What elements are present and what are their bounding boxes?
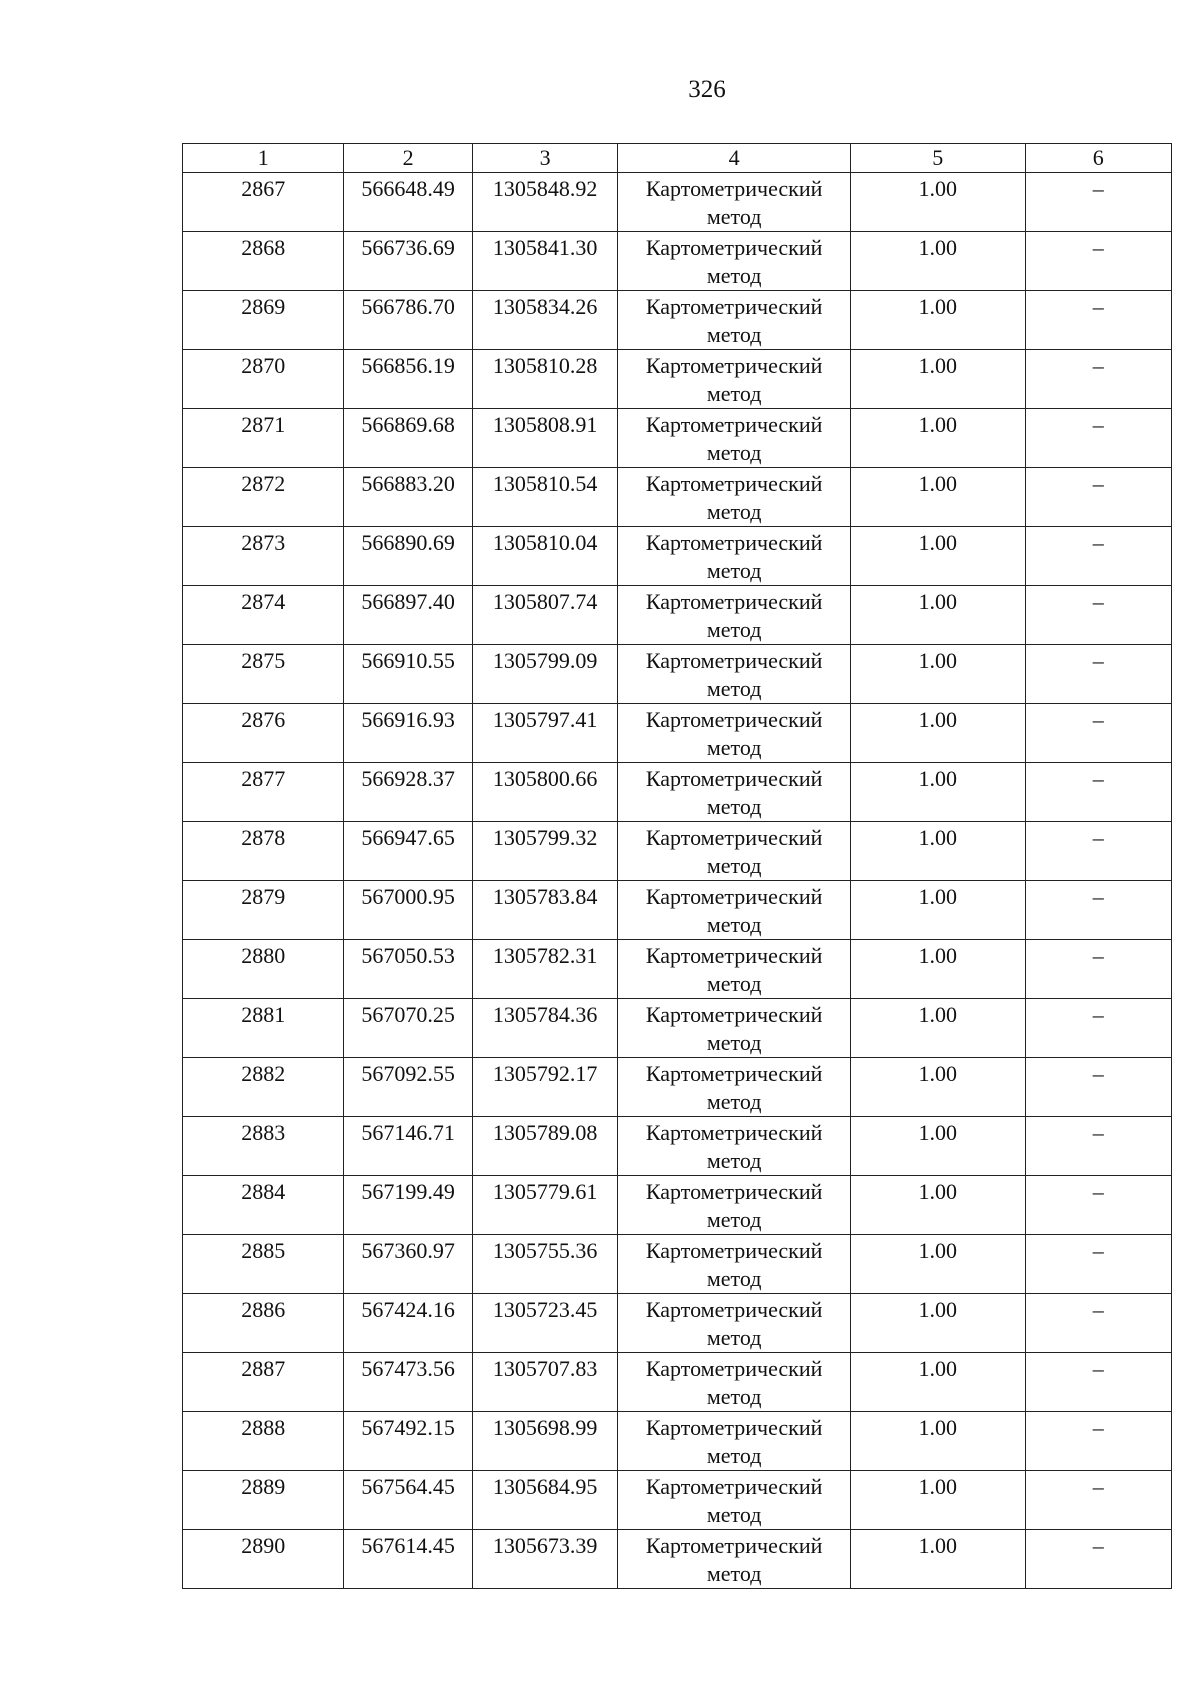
x-coordinate-cell: 566883.20 bbox=[344, 468, 472, 527]
header-col-5: 5 bbox=[851, 144, 1026, 173]
method-cell: Картометрический метод bbox=[618, 763, 851, 822]
y-coordinate-cell: 1305810.04 bbox=[472, 527, 617, 586]
table-row bbox=[183, 1176, 1172, 1235]
point-number-cell: 2884 bbox=[183, 1176, 344, 1235]
table-row bbox=[183, 822, 1172, 881]
point-number-cell: 2883 bbox=[183, 1117, 344, 1176]
x-coordinate-cell: 567614.45 bbox=[344, 1530, 472, 1589]
point-number-cell: 2872 bbox=[183, 468, 344, 527]
method-cell: Картометрический метод bbox=[618, 1176, 851, 1235]
accuracy-cell: 1.00 bbox=[851, 173, 1026, 232]
y-coordinate-cell: 1305783.84 bbox=[472, 881, 617, 940]
note-cell: – bbox=[1025, 586, 1171, 645]
note-cell: – bbox=[1025, 1058, 1171, 1117]
point-number-cell: 2878 bbox=[183, 822, 344, 881]
table-row bbox=[183, 763, 1172, 822]
table-row bbox=[183, 1058, 1172, 1117]
method-cell: Картометрический метод bbox=[618, 409, 851, 468]
note-cell: – bbox=[1025, 645, 1171, 704]
note-cell: – bbox=[1025, 704, 1171, 763]
accuracy-cell: 1.00 bbox=[851, 645, 1026, 704]
point-number-cell: 2886 bbox=[183, 1294, 344, 1353]
y-coordinate-cell: 1305684.95 bbox=[472, 1471, 617, 1530]
x-coordinate-cell: 567199.49 bbox=[344, 1176, 472, 1235]
point-number-cell: 2888 bbox=[183, 1412, 344, 1471]
note-cell: – bbox=[1025, 1294, 1171, 1353]
table-row bbox=[183, 645, 1172, 704]
table-row bbox=[183, 173, 1172, 232]
table-row bbox=[183, 350, 1172, 409]
accuracy-cell: 1.00 bbox=[851, 999, 1026, 1058]
method-cell: Картометрический метод bbox=[618, 1058, 851, 1117]
x-coordinate-cell: 567424.16 bbox=[344, 1294, 472, 1353]
note-cell: – bbox=[1025, 409, 1171, 468]
accuracy-cell: 1.00 bbox=[851, 409, 1026, 468]
note-cell: – bbox=[1025, 291, 1171, 350]
x-coordinate-cell: 567050.53 bbox=[344, 940, 472, 999]
method-cell: Картометрический метод bbox=[618, 881, 851, 940]
point-number-cell: 2868 bbox=[183, 232, 344, 291]
accuracy-cell: 1.00 bbox=[851, 1294, 1026, 1353]
note-cell: – bbox=[1025, 1530, 1171, 1589]
method-cell: Картометрический метод bbox=[618, 645, 851, 704]
accuracy-cell: 1.00 bbox=[851, 1176, 1026, 1235]
header-col-6: 6 bbox=[1025, 144, 1171, 173]
table-row bbox=[183, 1471, 1172, 1530]
method-cell: Картометрический метод bbox=[618, 940, 851, 999]
y-coordinate-cell: 1305784.36 bbox=[472, 999, 617, 1058]
point-number-cell: 2879 bbox=[183, 881, 344, 940]
x-coordinate-cell: 566648.49 bbox=[344, 173, 472, 232]
point-number-cell: 2867 bbox=[183, 173, 344, 232]
point-number-cell: 2876 bbox=[183, 704, 344, 763]
table-row bbox=[183, 468, 1172, 527]
y-coordinate-cell: 1305799.09 bbox=[472, 645, 617, 704]
x-coordinate-cell: 566916.93 bbox=[344, 704, 472, 763]
y-coordinate-cell: 1305723.45 bbox=[472, 1294, 617, 1353]
table-row bbox=[183, 1530, 1172, 1589]
note-cell: – bbox=[1025, 763, 1171, 822]
table-row bbox=[183, 1412, 1172, 1471]
point-number-cell: 2875 bbox=[183, 645, 344, 704]
y-coordinate-cell: 1305807.74 bbox=[472, 586, 617, 645]
table-row bbox=[183, 409, 1172, 468]
note-cell: – bbox=[1025, 1353, 1171, 1412]
x-coordinate-cell: 567564.45 bbox=[344, 1471, 472, 1530]
note-cell: – bbox=[1025, 999, 1171, 1058]
x-coordinate-cell: 566897.40 bbox=[344, 586, 472, 645]
x-coordinate-cell: 567092.55 bbox=[344, 1058, 472, 1117]
y-coordinate-cell: 1305810.54 bbox=[472, 468, 617, 527]
point-number-cell: 2882 bbox=[183, 1058, 344, 1117]
method-cell: Картометрический метод bbox=[618, 527, 851, 586]
note-cell: – bbox=[1025, 881, 1171, 940]
table-row bbox=[183, 291, 1172, 350]
method-cell: Картометрический метод bbox=[618, 468, 851, 527]
table-row bbox=[183, 1235, 1172, 1294]
header-col-3: 3 bbox=[472, 144, 617, 173]
x-coordinate-cell: 567492.15 bbox=[344, 1412, 472, 1471]
note-cell: – bbox=[1025, 1176, 1171, 1235]
y-coordinate-cell: 1305799.32 bbox=[472, 822, 617, 881]
method-cell: Картометрический метод bbox=[618, 173, 851, 232]
method-cell: Картометрический метод bbox=[618, 1530, 851, 1589]
table-body bbox=[183, 173, 1172, 1589]
note-cell: – bbox=[1025, 1235, 1171, 1294]
table-row bbox=[183, 586, 1172, 645]
accuracy-cell: 1.00 bbox=[851, 350, 1026, 409]
x-coordinate-cell: 567473.56 bbox=[344, 1353, 472, 1412]
point-number-cell: 2889 bbox=[183, 1471, 344, 1530]
method-cell: Картометрический метод bbox=[618, 822, 851, 881]
point-number-cell: 2880 bbox=[183, 940, 344, 999]
table-row bbox=[183, 704, 1172, 763]
y-coordinate-cell: 1305800.66 bbox=[472, 763, 617, 822]
note-cell: – bbox=[1025, 1471, 1171, 1530]
note-cell: – bbox=[1025, 940, 1171, 999]
y-coordinate-cell: 1305848.92 bbox=[472, 173, 617, 232]
y-coordinate-cell: 1305789.08 bbox=[472, 1117, 617, 1176]
accuracy-cell: 1.00 bbox=[851, 704, 1026, 763]
table-row bbox=[183, 881, 1172, 940]
method-cell: Картометрический метод bbox=[618, 1412, 851, 1471]
accuracy-cell: 1.00 bbox=[851, 1058, 1026, 1117]
page-number: 326 bbox=[688, 76, 726, 103]
point-number-cell: 2890 bbox=[183, 1530, 344, 1589]
x-coordinate-cell: 566890.69 bbox=[344, 527, 472, 586]
x-coordinate-cell: 567000.95 bbox=[344, 881, 472, 940]
y-coordinate-cell: 1305792.17 bbox=[472, 1058, 617, 1117]
x-coordinate-cell: 566928.37 bbox=[344, 763, 472, 822]
note-cell: – bbox=[1025, 232, 1171, 291]
accuracy-cell: 1.00 bbox=[851, 822, 1026, 881]
y-coordinate-cell: 1305797.41 bbox=[472, 704, 617, 763]
method-cell: Картометрический метод bbox=[618, 999, 851, 1058]
table-row bbox=[183, 1117, 1172, 1176]
point-number-cell: 2873 bbox=[183, 527, 344, 586]
table-row bbox=[183, 1294, 1172, 1353]
point-number-cell: 2877 bbox=[183, 763, 344, 822]
table-header-row bbox=[183, 144, 1172, 173]
accuracy-cell: 1.00 bbox=[851, 291, 1026, 350]
note-cell: – bbox=[1025, 527, 1171, 586]
note-cell: – bbox=[1025, 350, 1171, 409]
coordinates-table bbox=[182, 143, 1172, 1589]
table-row bbox=[183, 940, 1172, 999]
y-coordinate-cell: 1305673.39 bbox=[472, 1530, 617, 1589]
x-coordinate-cell: 566947.65 bbox=[344, 822, 472, 881]
x-coordinate-cell: 567070.25 bbox=[344, 999, 472, 1058]
method-cell: Картометрический метод bbox=[618, 1235, 851, 1294]
accuracy-cell: 1.00 bbox=[851, 1235, 1026, 1294]
note-cell: – bbox=[1025, 1412, 1171, 1471]
method-cell: Картометрический метод bbox=[618, 1294, 851, 1353]
y-coordinate-cell: 1305808.91 bbox=[472, 409, 617, 468]
note-cell: – bbox=[1025, 173, 1171, 232]
table-row bbox=[183, 527, 1172, 586]
x-coordinate-cell: 566869.68 bbox=[344, 409, 472, 468]
table-row bbox=[183, 232, 1172, 291]
accuracy-cell: 1.00 bbox=[851, 232, 1026, 291]
point-number-cell: 2871 bbox=[183, 409, 344, 468]
y-coordinate-cell: 1305841.30 bbox=[472, 232, 617, 291]
header-col-4: 4 bbox=[618, 144, 851, 173]
point-number-cell: 2870 bbox=[183, 350, 344, 409]
table-row bbox=[183, 1353, 1172, 1412]
y-coordinate-cell: 1305707.83 bbox=[472, 1353, 617, 1412]
y-coordinate-cell: 1305755.36 bbox=[472, 1235, 617, 1294]
method-cell: Картометрический метод bbox=[618, 291, 851, 350]
y-coordinate-cell: 1305782.31 bbox=[472, 940, 617, 999]
x-coordinate-cell: 566910.55 bbox=[344, 645, 472, 704]
accuracy-cell: 1.00 bbox=[851, 1412, 1026, 1471]
method-cell: Картометрический метод bbox=[618, 1353, 851, 1412]
x-coordinate-cell: 567146.71 bbox=[344, 1117, 472, 1176]
point-number-cell: 2881 bbox=[183, 999, 344, 1058]
header-col-1: 1 bbox=[183, 144, 344, 173]
y-coordinate-cell: 1305779.61 bbox=[472, 1176, 617, 1235]
method-cell: Картометрический метод bbox=[618, 586, 851, 645]
method-cell: Картометрический метод bbox=[618, 704, 851, 763]
y-coordinate-cell: 1305810.28 bbox=[472, 350, 617, 409]
accuracy-cell: 1.00 bbox=[851, 468, 1026, 527]
x-coordinate-cell: 566856.19 bbox=[344, 350, 472, 409]
y-coordinate-cell: 1305834.26 bbox=[472, 291, 617, 350]
table-row bbox=[183, 999, 1172, 1058]
method-cell: Картометрический метод bbox=[618, 232, 851, 291]
y-coordinate-cell: 1305698.99 bbox=[472, 1412, 617, 1471]
accuracy-cell: 1.00 bbox=[851, 940, 1026, 999]
accuracy-cell: 1.00 bbox=[851, 763, 1026, 822]
accuracy-cell: 1.00 bbox=[851, 1530, 1026, 1589]
accuracy-cell: 1.00 bbox=[851, 527, 1026, 586]
note-cell: – bbox=[1025, 468, 1171, 527]
x-coordinate-cell: 567360.97 bbox=[344, 1235, 472, 1294]
point-number-cell: 2887 bbox=[183, 1353, 344, 1412]
accuracy-cell: 1.00 bbox=[851, 1117, 1026, 1176]
accuracy-cell: 1.00 bbox=[851, 881, 1026, 940]
point-number-cell: 2885 bbox=[183, 1235, 344, 1294]
method-cell: Картометрический метод bbox=[618, 1471, 851, 1530]
x-coordinate-cell: 566736.69 bbox=[344, 232, 472, 291]
accuracy-cell: 1.00 bbox=[851, 586, 1026, 645]
note-cell: – bbox=[1025, 1117, 1171, 1176]
accuracy-cell: 1.00 bbox=[851, 1353, 1026, 1412]
point-number-cell: 2869 bbox=[183, 291, 344, 350]
header-col-2: 2 bbox=[344, 144, 472, 173]
method-cell: Картометрический метод bbox=[618, 350, 851, 409]
note-cell: – bbox=[1025, 822, 1171, 881]
method-cell: Картометрический метод bbox=[618, 1117, 851, 1176]
x-coordinate-cell: 566786.70 bbox=[344, 291, 472, 350]
point-number-cell: 2874 bbox=[183, 586, 344, 645]
accuracy-cell: 1.00 bbox=[851, 1471, 1026, 1530]
